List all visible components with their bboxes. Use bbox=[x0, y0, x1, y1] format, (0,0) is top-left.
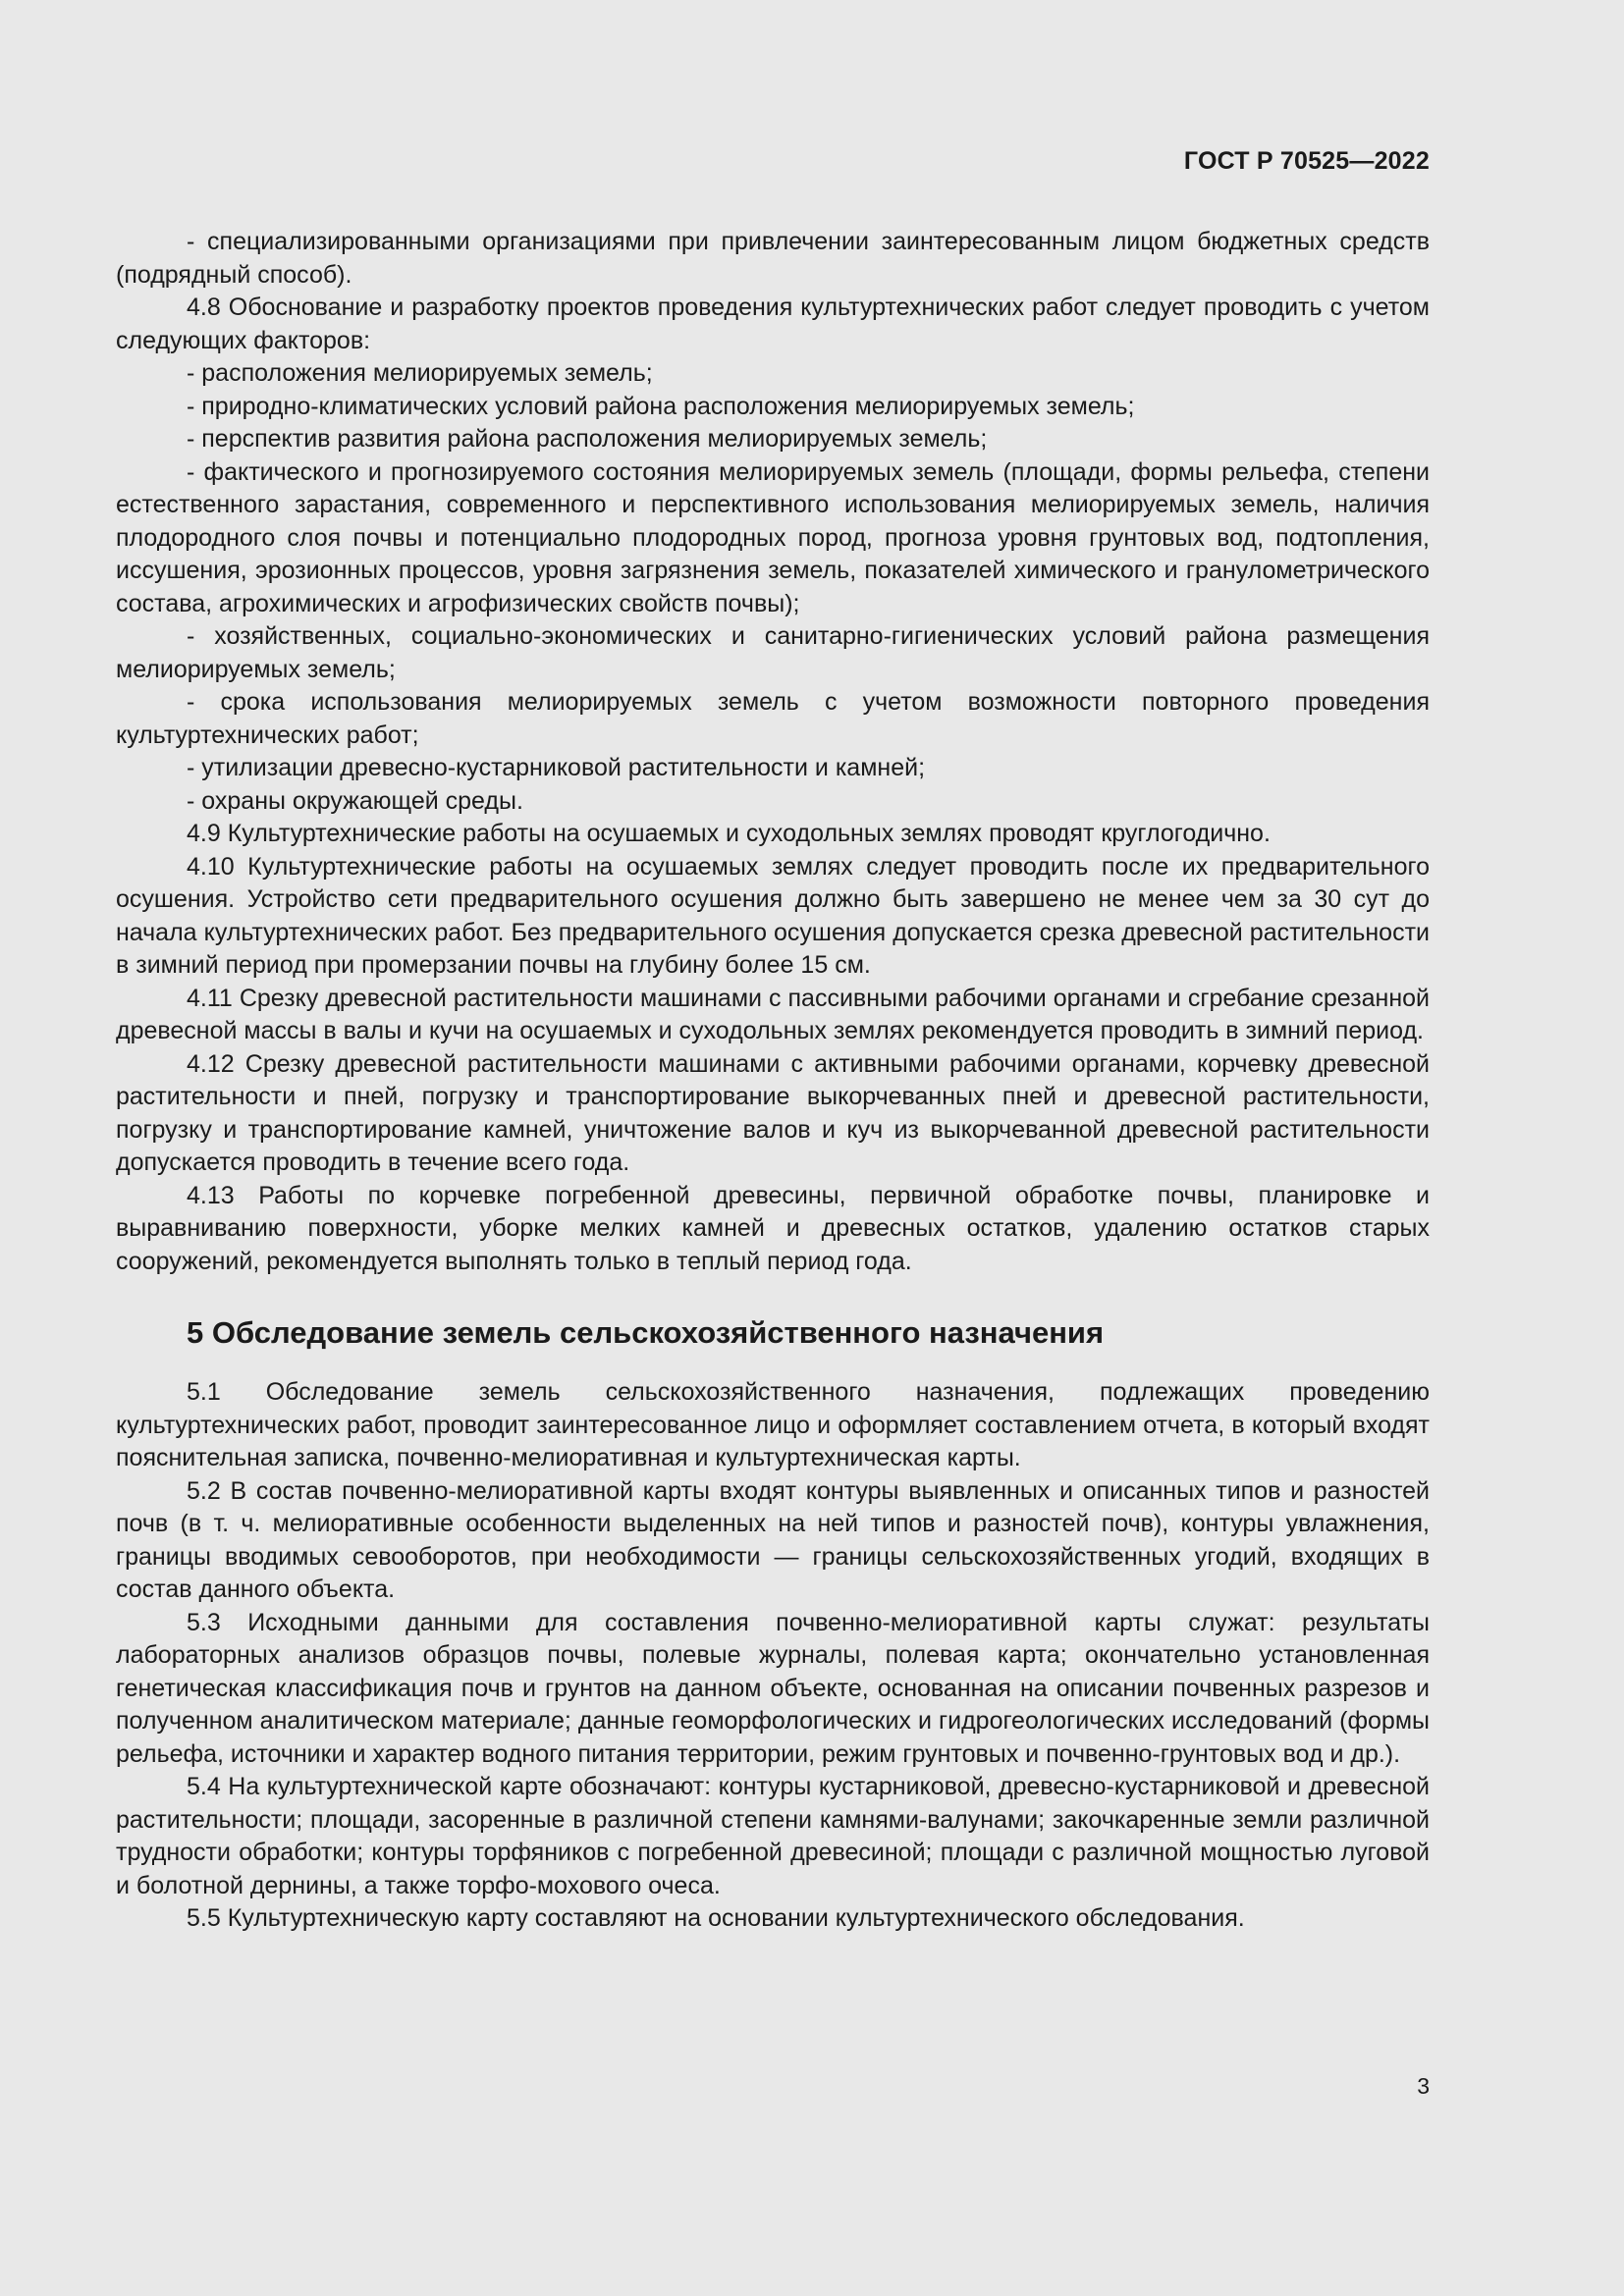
document-body bbox=[116, 226, 1430, 1936]
clause-5-3: 5.3 Исходными данными для составления почвенно-мелиоративной карты служат: результаты лабораторных анализов образцов почвы, полевые журналы, полевая карта; окончательно установленная генетическая классификация почв и грунтов на данном объекте, основанная на описании почвенных разрезов и полученном аналитическом материале; данные геоморфологических и гидрогеологических исследований (формы рельефа, источники и характер водного питания территории, режим грунтовых и почвенно-грунтовых вод и др.). bbox=[116, 1608, 1430, 1768]
list-item: - утилизации древесно-кустарниковой растительности и камней; bbox=[187, 754, 926, 781]
clause-4-12: 4.12 Срезку древесной растительности машинами с активными рабочими органами, корчевку древесной растительности и пней, погрузку и транспортирование выкорчеванных пней и древесной растительности, погрузку и транспортирование камней, уничтожение валов и куч из выкорчеванной древесной растительности допускается проводить в течение всего года. bbox=[116, 1049, 1430, 1176]
section-heading: 5 Обследование земель сельскохозяйственного назначения bbox=[187, 1315, 1105, 1350]
clause-4-8: 4.8 Обоснование и разработку проектов проведения культуртехнических работ следует проводить с учетом следующих факторов: bbox=[116, 294, 1430, 354]
clause-5-5: 5.5 Культуртехническую карту составляют на основании культуртехнического обследования. bbox=[187, 1904, 1245, 1932]
page-number: 3 bbox=[1417, 2073, 1430, 2099]
list-item: - хозяйственных, социально-экономических и санитарно-гигиенических условий района размещения мелиорируемых земель; bbox=[116, 622, 1430, 683]
list-item: - фактического и прогнозируемого состояния мелиорируемых земель (площади, формы рельефа, степени естественного зарастания, современного и перспективного использования мелиорируемых земель, наличия плодородного слоя почвы и потенциально плодородных пород, прогноза уровня грунтовых вод, подтопления, иссушения, эрозионных процессов, уровня загрязнения земель, показателей химического и гранулометрического состава, агрохимических и агрофизических свойств почвы); bbox=[116, 457, 1430, 617]
clause-4-10: 4.10 Культуртехнические работы на осушаемых землях следует проводить после их предварительного осушения. Устройство сети предварительного осушения должно быть завершено не менее чем за 30 сут до начала культуртехнических работ. Без предварительного осушения допускается срезка древесной растительности в зимний период при промерзании почвы на глубину более 15 см. bbox=[116, 852, 1430, 979]
clause-5-1: 5.1 Обследование земель сельскохозяйственного назначения, подлежащих проведению культуртехнических работ, проводит заинтересованное лицо и оформляет составлением отчета, в который входят пояснительная записка, почвенно-мелиоративная и культуртехническая карты. bbox=[116, 1378, 1430, 1471]
clause-5-4: 5.4 На культуртехнической карте обозначают: контуры кустарниковой, древесно-кустарниковой и древесной растительности; площади, засоренные в различной степени камнями-валунами; закочкаренные земли различной трудности обработки; контуры торфяников с погребенной древесиной; площади с различной мощностью луговой и болотной дернины, а также торфо-мохового очеса. bbox=[116, 1773, 1430, 1899]
list-item: - специализированными организациями при привлечении заинтересованным лицом бюджетных средств (подрядный способ). bbox=[116, 228, 1430, 289]
clause-4-9: 4.9 Культуртехнические работы на осушаемых и суходольных землях проводят круглогодично. bbox=[187, 820, 1271, 847]
document-designation: ГОСТ Р 70525—2022 bbox=[1183, 147, 1430, 175]
list-item: - перспектив развития района расположения мелиорируемых земель; bbox=[187, 425, 988, 453]
list-item: - природно-климатических условий района расположения мелиорируемых земель; bbox=[187, 392, 1135, 420]
list-item: - расположения мелиорируемых земель; bbox=[187, 359, 653, 387]
list-item: - охраны окружающей среды. bbox=[187, 786, 523, 815]
clause-5-2: 5.2 В состав почвенно-мелиоративной карты входят контуры выявленных и описанных типов и разностей почв (в т. ч. мелиоративные особенности выделенных на ней типов и разностей почв), контуры увлажнения, границы вводимых севооборотов, при необходимости — границы сельскохозяйственных угодий, входящих в состав данного объекта. bbox=[116, 1476, 1430, 1603]
list-item: - срока использования мелиорируемых земель с учетом возможности повторного проведения культуртехнических работ; bbox=[116, 688, 1430, 749]
clause-4-13: 4.13 Работы по корчевке погребенной древесины, первичной обработке почвы, планировке и выравниванию поверхности, уборке мелких камней и древесных остатков, удалению остатков старых сооружений, рекомендуется выполнять только в теплый период года. bbox=[116, 1181, 1430, 1275]
clause-4-11: 4.11 Срезку древесной растительности машинами с пассивными рабочими органами и сгребание срезанной древесной массы в валы и кучи на осушаемых и суходольных землях рекомендуется проводить в зимний период. bbox=[116, 984, 1430, 1044]
